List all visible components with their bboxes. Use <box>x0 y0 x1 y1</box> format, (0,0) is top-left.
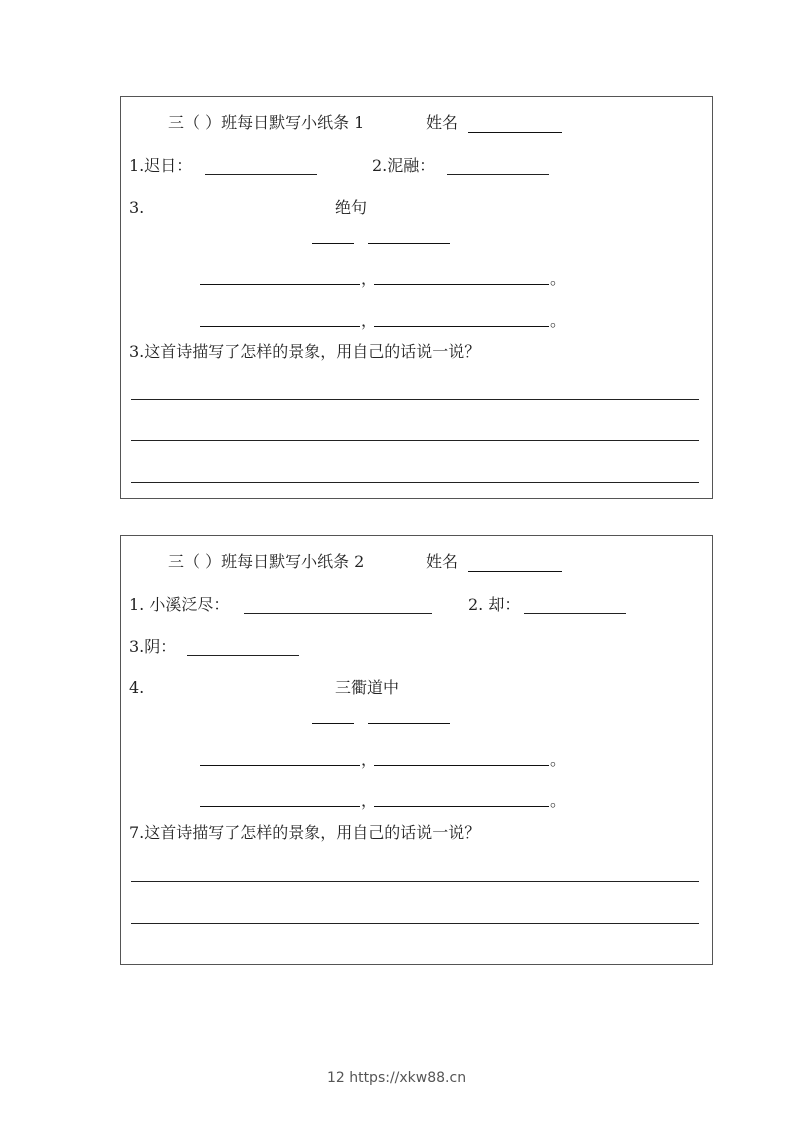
slip-title: 三（ ）班每日默写小纸条 1 <box>168 113 365 132</box>
poem-line-1-blank[interactable] <box>200 765 360 766</box>
poem-line-3-blank[interactable] <box>200 806 360 807</box>
period: 。 <box>550 750 567 769</box>
poem-line-2-blank[interactable] <box>374 765 549 766</box>
dynasty-blank[interactable] <box>312 243 354 244</box>
item-2-blank[interactable] <box>524 613 626 614</box>
question: 3.这首诗描写了怎样的景象，用自己的话说一说？ <box>129 342 481 361</box>
name-blank[interactable] <box>468 132 562 133</box>
name-label: 姓名 <box>426 552 459 571</box>
comma: ， <box>361 791 378 810</box>
poem-line-4-blank[interactable] <box>374 326 549 327</box>
item-3-blank[interactable] <box>187 655 299 656</box>
poem-title: 三衢道中 <box>335 678 400 697</box>
period: 。 <box>550 311 567 330</box>
poem-line-3-blank[interactable] <box>200 326 360 327</box>
item-2-label: 2. 却： <box>468 595 521 614</box>
item-1-label: 1.迟日： <box>129 156 193 175</box>
answer-line-3[interactable] <box>131 482 699 483</box>
poem-line-1-blank[interactable] <box>200 284 360 285</box>
item-1-blank[interactable] <box>205 174 317 175</box>
comma: ， <box>361 750 378 769</box>
period: 。 <box>550 791 567 810</box>
item-3-label: 3.阴： <box>129 637 177 656</box>
answer-line-2[interactable] <box>131 923 699 924</box>
poem-line-2-blank[interactable] <box>374 284 549 285</box>
poem-number: 3. <box>129 198 145 217</box>
answer-line-1[interactable] <box>131 399 699 400</box>
page-footer: 12 https://xkw88.cn <box>326 1070 467 1086</box>
answer-line-2[interactable] <box>131 440 699 441</box>
comma: ， <box>361 269 378 288</box>
poem-number: 4. <box>129 678 145 697</box>
dynasty-blank[interactable] <box>312 723 354 724</box>
answer-line-1[interactable] <box>131 881 699 882</box>
poem-title: 绝句 <box>335 198 368 217</box>
name-blank[interactable] <box>468 571 562 572</box>
dictation-slip-1 <box>120 96 713 499</box>
dictation-slip-2 <box>120 535 713 965</box>
question: 7.这首诗描写了怎样的景象，用自己的话说一说？ <box>129 823 481 842</box>
name-label: 姓名 <box>426 113 459 132</box>
period: 。 <box>550 269 567 288</box>
slip-title: 三（ ）班每日默写小纸条 2 <box>168 552 365 571</box>
item-2-label: 2.泥融： <box>372 156 436 175</box>
author-blank[interactable] <box>368 243 450 244</box>
poem-line-4-blank[interactable] <box>374 806 549 807</box>
comma: ， <box>361 311 378 330</box>
author-blank[interactable] <box>368 723 450 724</box>
item-1-blank[interactable] <box>244 613 432 614</box>
item-1-label: 1. 小溪泛尽： <box>129 595 230 614</box>
item-2-blank[interactable] <box>447 174 549 175</box>
